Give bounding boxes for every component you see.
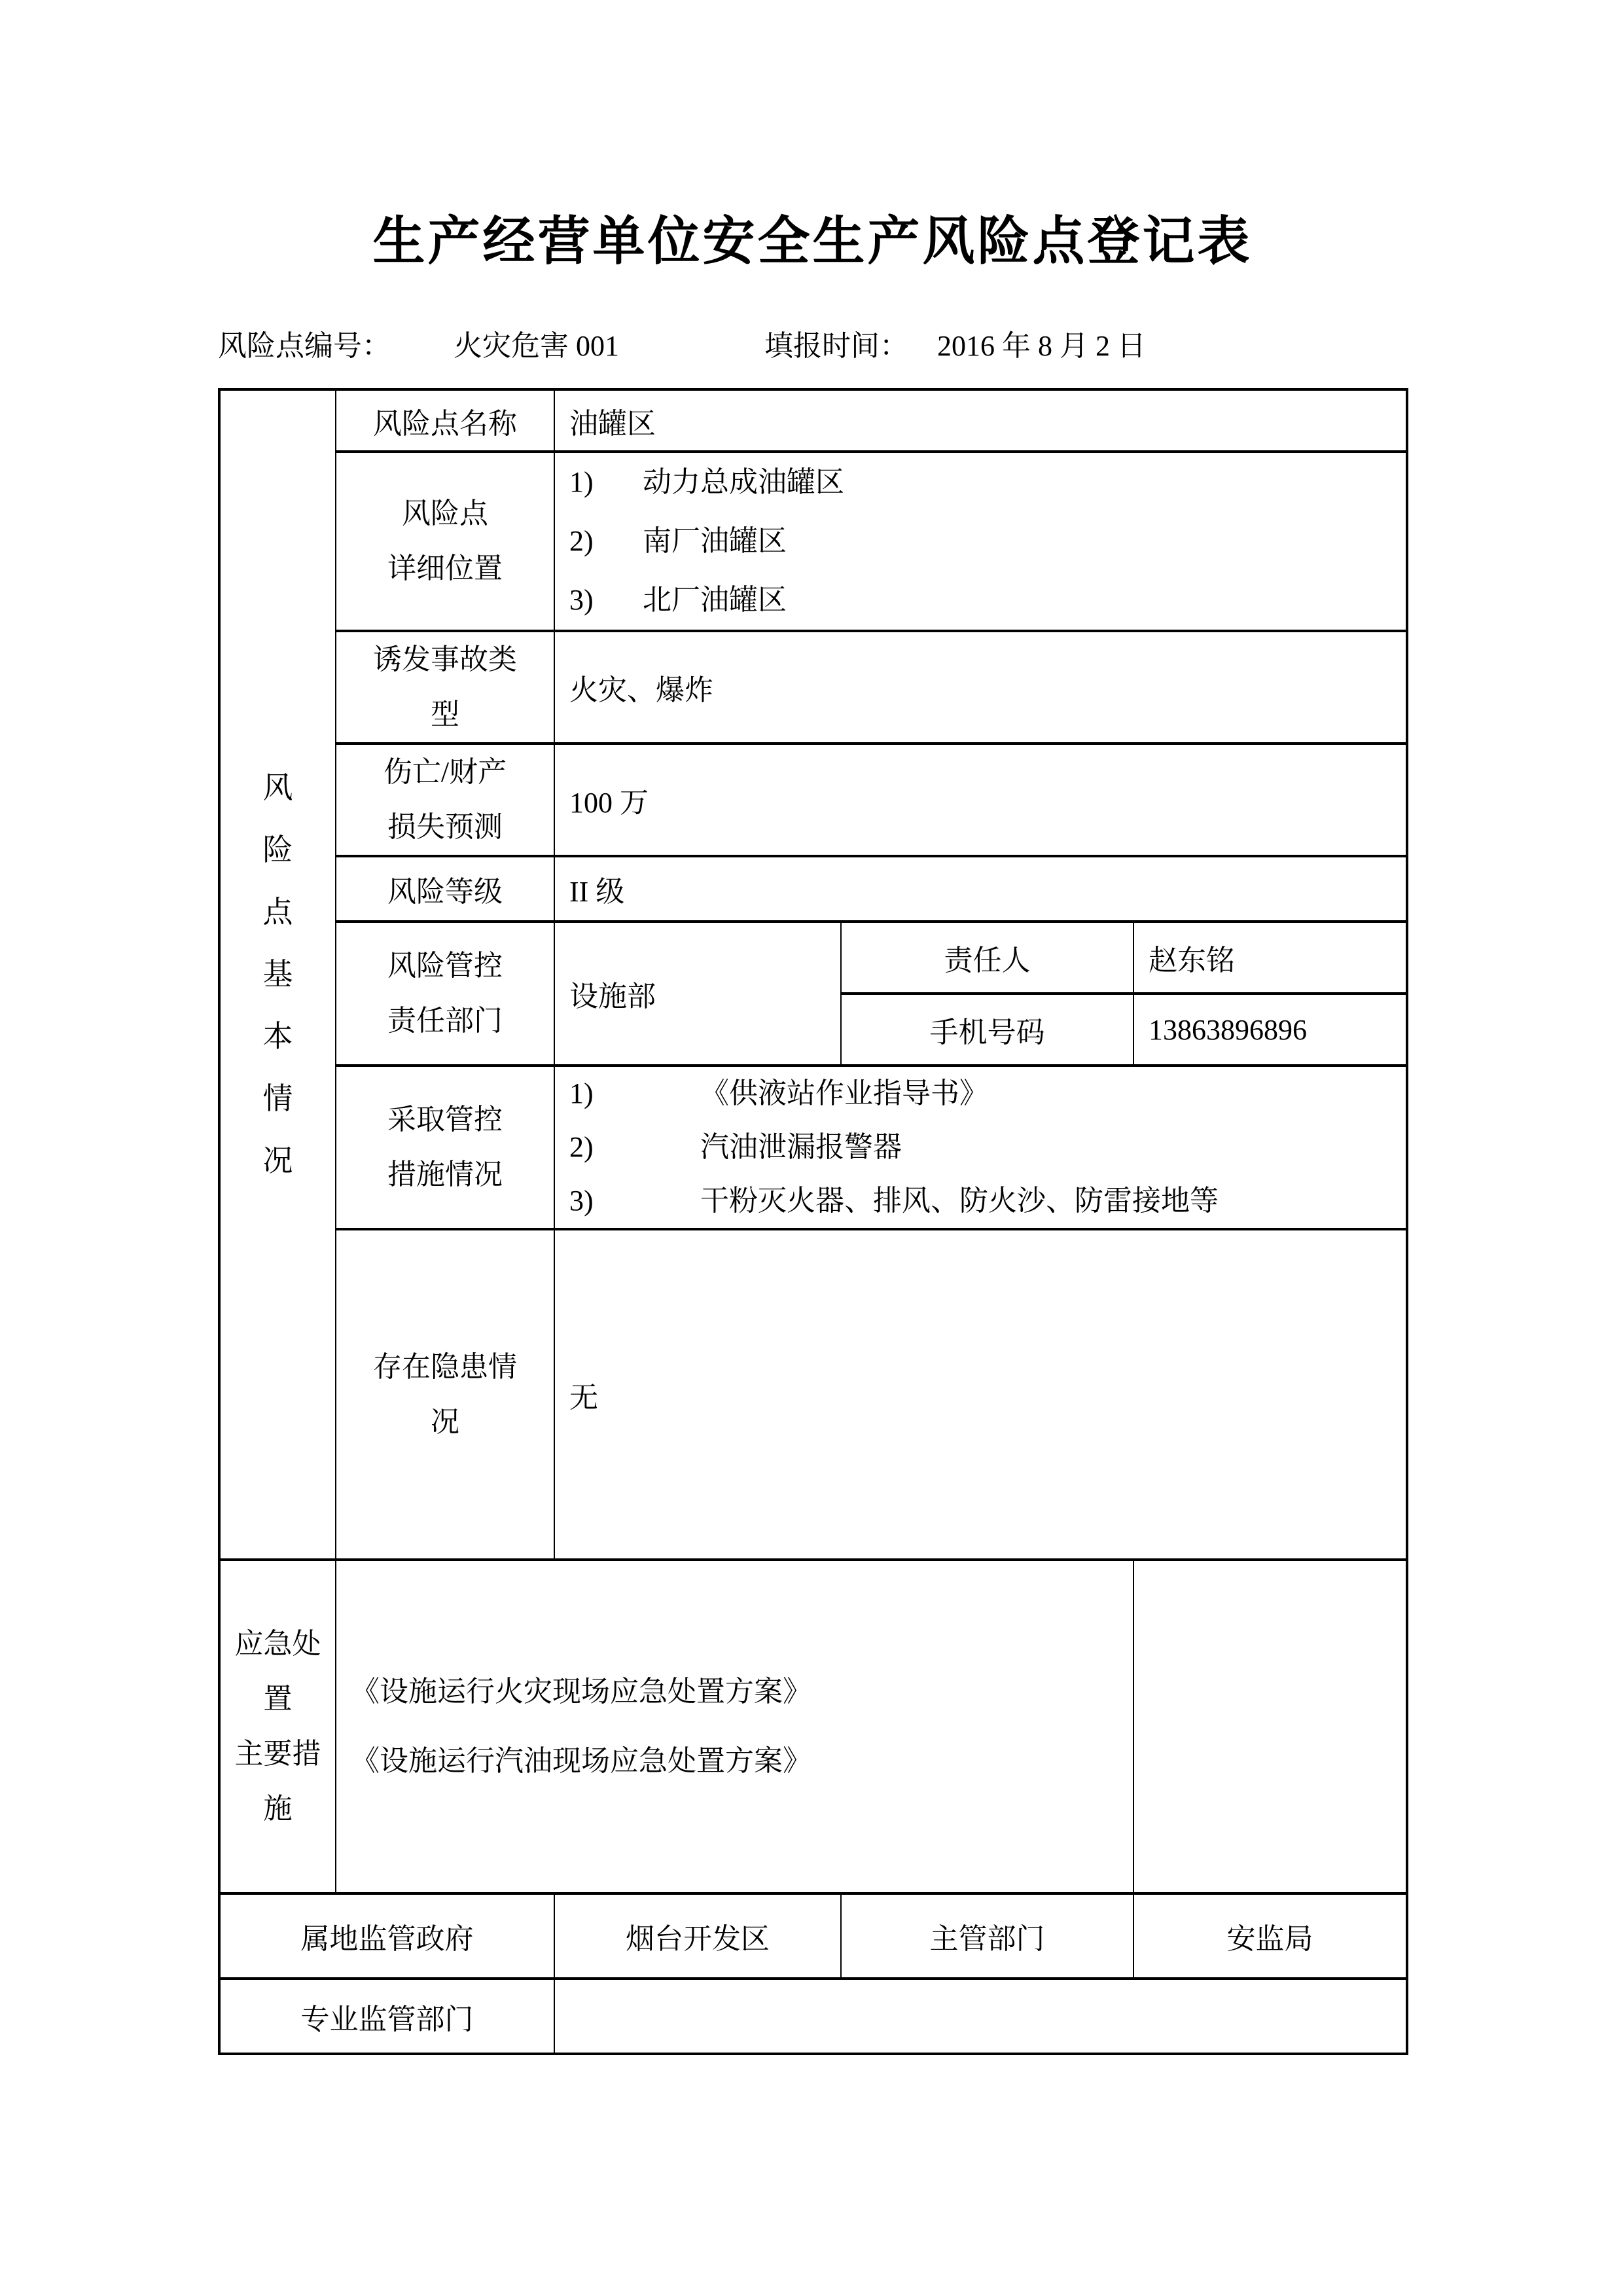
row-emergency-label <box>219 1560 336 1893</box>
page-title: 生产经营单位安全生产风险点登记表 <box>372 213 1253 271</box>
row-location-items <box>554 452 1407 631</box>
emergency-line: 《设施运行火灾现场应急处置方案》 <box>351 1676 812 1708</box>
row-hazard-label-line1: 存在隐患情 <box>373 1350 517 1383</box>
row-hazard-value: 无 <box>554 1229 1407 1560</box>
row-loss-value: 100 万 <box>554 744 1407 856</box>
row-accident-label <box>336 631 554 744</box>
risk-no-label: 风险点编号： <box>218 330 391 362</box>
row-measures-label-line1: 采取管控 <box>387 1103 503 1136</box>
control-dept-value: 设施部 <box>554 922 841 1066</box>
row-measures-label-line2: 措施情况 <box>387 1158 503 1191</box>
item-number: 1) <box>569 466 594 498</box>
row-level-value: II 级 <box>554 856 1407 922</box>
side-char: 风 <box>262 771 293 804</box>
row-hazard-label <box>336 1229 554 1560</box>
phone-label: 手机号码 <box>841 994 1133 1066</box>
row-govdept-label: 主管部门 <box>841 1893 1133 1979</box>
person-label: 责任人 <box>841 922 1133 994</box>
row-govdept-value: 安监局 <box>1133 1893 1407 1979</box>
row-emergency-lines <box>336 1560 1133 1893</box>
list-item <box>569 453 1406 512</box>
list-item <box>569 1174 1406 1228</box>
report-date-value: 2016 年 8 月 2 日 <box>937 330 1146 362</box>
row-emergency-label-line2: 主要措施 <box>234 1738 321 1825</box>
row-accident-value: 火灾、爆炸 <box>554 631 1407 744</box>
row-location-label <box>336 452 554 631</box>
meta-line <box>218 331 1407 362</box>
item-number: 1) <box>569 1077 594 1109</box>
row-accident-label-line2: 型 <box>431 698 459 730</box>
row-accident-label-line1: 诱发事故类 <box>373 643 517 675</box>
item-text: 南厂油罐区 <box>643 525 787 557</box>
side-char: 点 <box>262 895 293 929</box>
row-location-label-line1: 风险点 <box>402 497 488 529</box>
side-char: 情 <box>262 1082 293 1115</box>
item-number: 2) <box>569 1131 594 1163</box>
list-item <box>569 1067 1406 1121</box>
side-char: 险 <box>262 833 293 867</box>
list-item <box>569 571 1406 630</box>
person-value: 赵东铭 <box>1133 922 1407 994</box>
row-gov-value: 烟台开发区 <box>554 1893 841 1979</box>
side-header-label <box>221 773 335 1176</box>
row-control-label-line2: 责任部门 <box>387 1005 503 1037</box>
row-loss-label-line2: 损失预测 <box>387 811 503 843</box>
item-number: 3) <box>569 584 594 616</box>
row-pro-label: 专业监管部门 <box>219 1979 554 2054</box>
risk-form-table <box>218 388 1408 2055</box>
side-char: 本 <box>262 1020 293 1053</box>
side-char: 况 <box>262 1144 293 1177</box>
item-text: 动力总成油罐区 <box>643 466 844 498</box>
item-text: 《供液站作业指导书》 <box>700 1077 988 1109</box>
item-number: 2) <box>569 525 594 557</box>
row-location-label-line2: 详细位置 <box>387 552 503 584</box>
item-number: 3) <box>569 1185 594 1217</box>
row-pro-value <box>554 1979 1407 2054</box>
report-date-label: 填报时间： <box>764 330 908 362</box>
emergency-line: 《设施运行汽油现场应急处置方案》 <box>351 1745 812 1777</box>
row-loss-label-line1: 伤亡/财产 <box>383 756 507 788</box>
row-emergency-label-line1: 应急处置 <box>234 1628 321 1715</box>
row-gov-label: 属地监管政府 <box>219 1893 554 1979</box>
side-header-cell <box>219 389 336 1560</box>
row-loss-label <box>336 744 554 856</box>
row-level-label: 风险等级 <box>336 856 554 922</box>
row-control-label-line1: 风险管控 <box>387 950 503 982</box>
item-text: 汽油泄漏报警器 <box>700 1131 902 1163</box>
row-hazard-label-line2: 况 <box>431 1405 459 1438</box>
row-measures-items <box>554 1066 1407 1229</box>
side-char: 基 <box>262 958 293 991</box>
risk-no-value: 火灾危害 001 <box>454 330 619 362</box>
phone-value: 13863896896 <box>1133 994 1407 1066</box>
row-measures-label <box>336 1066 554 1229</box>
list-item <box>569 512 1406 571</box>
row-control-label <box>336 922 554 1066</box>
row-name-value: 油罐区 <box>554 389 1407 452</box>
item-text: 北厂油罐区 <box>643 584 787 616</box>
item-text: 干粉灭火器、排风、防火沙、防雷接地等 <box>700 1185 1219 1217</box>
list-item <box>569 1121 1406 1174</box>
row-name-label: 风险点名称 <box>336 389 554 452</box>
